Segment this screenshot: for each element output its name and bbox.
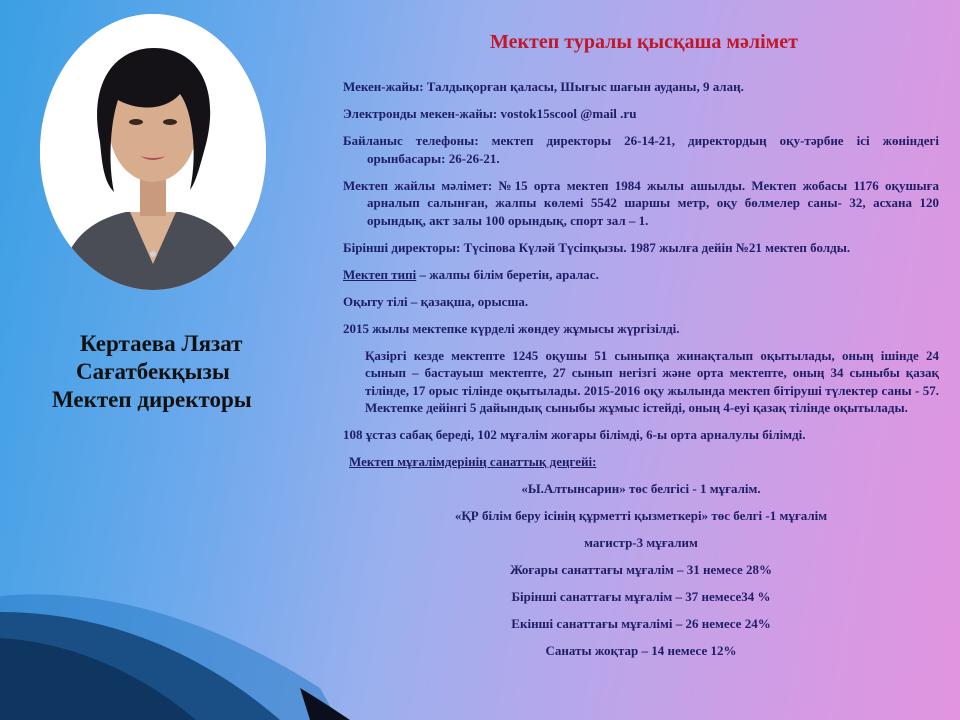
director-name: Кертаева Лязат	[80, 331, 243, 356]
category-item: «ҚР білім беру ісінің құрметті қызметкері» төс белгі -1 мұғалім	[454, 508, 828, 523]
category-item: «Ы.Алтынсарин» төс белгісі - 1 мұғалім.	[521, 481, 761, 496]
portrait-photo	[40, 14, 266, 290]
address-line: Мекен-жайы: Талдықорған қаласы, Шығыс шағын ауданы, 9 алаң.	[343, 79, 744, 94]
category-item: Екінші санаттағы мұғалімі – 26 немесе 24%	[511, 616, 771, 631]
portrait-frame	[40, 14, 266, 290]
categories-heading-line	[343, 453, 939, 471]
categories-heading: Мектеп мұғалімдерінің санаттық деңгейі:	[349, 454, 597, 469]
school-type-label: Мектеп типі	[343, 266, 417, 282]
director-position: Мектеп директоры	[52, 387, 252, 412]
slide-title: Мектеп туралы қысқаша мәлімет	[490, 31, 798, 53]
renovation-line: 2015 жылы мектепке күрделі жөндеу жұмысы жүргізілді.	[343, 320, 680, 336]
category-item: магистр-3 мұғалим	[584, 535, 698, 550]
teachers-line: 108 ұстаз сабақ береді, 102 мұғалім жоғары білімді, 6-ы орта арналулы білімді.	[343, 427, 806, 442]
language-line: Оқыту тілі – қазақша, орысша.	[343, 293, 529, 309]
school-info	[343, 78, 939, 669]
phone-line: Байланыс телефоны: мектеп директоры 26-14-21, директордың оқу-тәрбие ісі жөніндегі орынбасары: 26-26-21.	[343, 133, 939, 166]
category-item: Жоғары санаттағы мұғалім – 31 немесе 28%	[509, 562, 773, 577]
current-state-paragraph: Қазіргі кезде мектепте 1245 оқушы 51 сыныпқа жинақталып оқытылады, оның ішінде 24 сынып – бастауыш мектепте, 27 сынып негізгі және орта мектепте, оның 34 сыныбы қазақ тілінде, 17 орыс тілінде оқытылады. 2015-2016 оқу жылында мектеп бітіруші түлектер саны - 57. Мектепке дейінгі 5 дайындық сыныбы жұмыс істейді, оның 4-еуі қазақ тілінде оқытылады.	[365, 347, 939, 415]
director-caption	[30, 330, 290, 414]
director-patronymic: Сағатбекқызы	[76, 359, 230, 384]
school-type-line	[343, 266, 939, 284]
about-paragraph: Мектеп жайлы мәлімет: №15 орта мектеп 1984 жылы ашылды. Мектеп жобасы 1176 оқушыға арналып салынған, жалпы көлемі 5542 шаршы метр, оқу бөлмелер саны- 32, асхана 120 орындық, акт залы 100 орындық, спорт зал – 1.	[343, 177, 939, 228]
first-director-line: Бірінші директоры: Түсіпова Күләй Түсіпқызы. 1987 жылға дейін №21 мектеп болды.	[343, 239, 851, 255]
category-item: Санаты жоқтар – 14 немесе 12%	[545, 643, 737, 658]
category-item: Бірінші санаттағы мұғалім – 37 немесе34 %	[511, 589, 771, 604]
email-line: Электронды мекен-жайы: vostok15scool @mail .ru	[343, 106, 637, 121]
school-type-value: – жалпы білім беретін, аралас.	[416, 266, 599, 282]
